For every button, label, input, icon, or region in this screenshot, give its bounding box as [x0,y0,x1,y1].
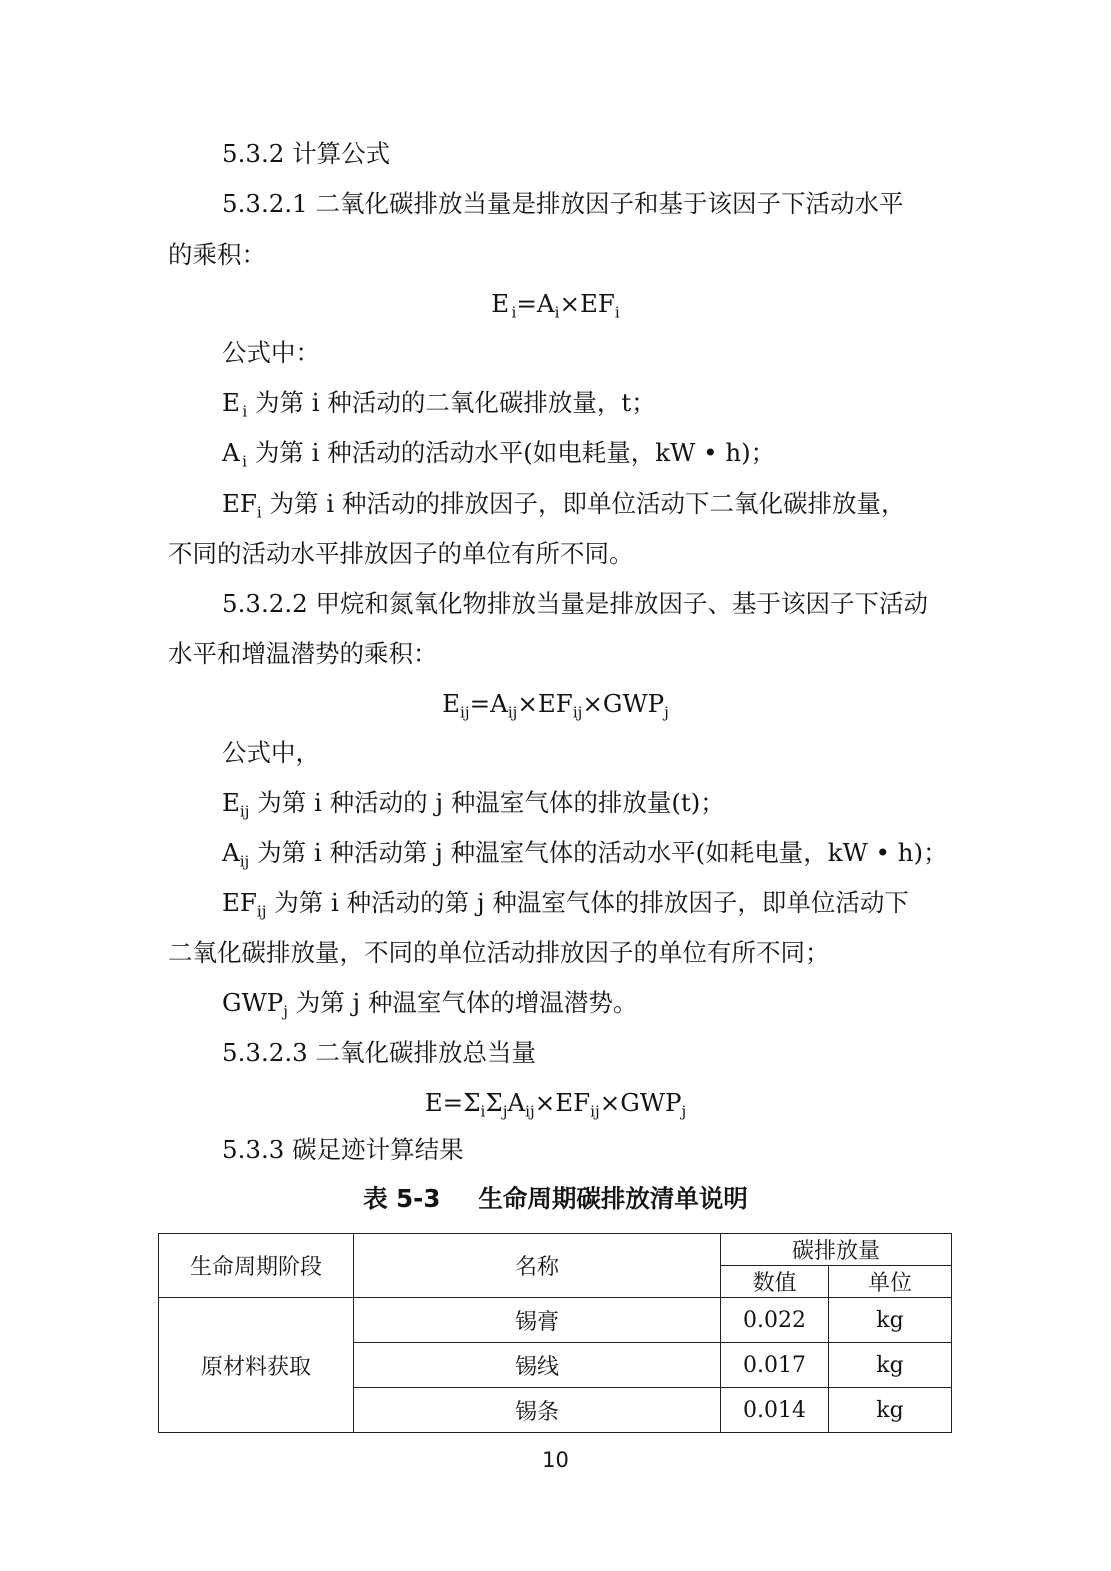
definition-e-i: E $_i$ 为第 i 种活动的二氧化碳排放量，t； [222,388,656,421]
name-cell: 锡线 [354,1343,721,1388]
formula-ghg-emission: $E_{ij}=A_{ij}\times EF_{ij}\times GWP_j$ [442,689,669,722]
definition-a-ij: $A_{ij}$ 为第 i 种活动第 j 种温室气体的活动水平(如耗电量，kW • h)； [222,838,948,871]
name-cell: 锡条 [354,1388,721,1433]
stage-cell: 原材料获取 [159,1298,354,1433]
formula-co2-emission: E $_i=A_i\times EF_i$ [491,289,620,322]
header-stage: 生命周期阶段 [159,1234,354,1298]
name-cell: 锡膏 [354,1298,721,1343]
paragraph-5-3-2-2-line1: 5.3.2.2 甲烷和氮氧化物排放当量是排放因子、基于该因子下活动 [222,589,928,618]
table-title: 生命周期碳排放清单说明 [478,1184,748,1213]
value-cell: 0.022 [721,1298,829,1343]
unit-cell: kg [829,1298,952,1343]
paragraph-5-3-2-1-line2: 的乘积： [168,240,266,269]
table-caption [0,1182,1111,1216]
formula-total-emission: $E=\Sigma_i\Sigma_jA_{ij}\times EF_{ij}\times GWP_j$ [424,1088,687,1121]
header-emission: 碳排放量 [721,1234,952,1266]
table-row [159,1298,952,1343]
value-cell: 0.014 [721,1388,829,1433]
section-heading-5-3-2: 5.3.2 计算公式 [222,139,391,168]
definition-ef-ij-line1: $EF_{ij}$ 为第 i 种活动的第 j 种温室气体的排放因子，即单位活动下 [222,888,909,921]
formula-where-label-2: 公式中， [222,738,320,767]
header-value: 数值 [721,1266,829,1298]
definition-ef-ij-line2: 二氧化碳排放量，不同的单位活动排放因子的单位有所不同； [168,938,830,967]
value-cell: 0.017 [721,1343,829,1388]
definition-ef-i-line1: $EF_i$ 为第 i 种活动的排放因子，即单位活动下二氧化碳排放量， [222,489,906,522]
paragraph-5-3-2-3: 5.3.2.3 二氧化碳排放总当量 [222,1038,537,1067]
unit-cell: kg [829,1343,952,1388]
definition-e-ij: $E_{ij}$ 为第 i 种活动的 j 种温室气体的排放量(t)； [222,788,725,821]
definition-gwp-j: $GWP_j$ 为第 j 种温室气体的增温潜势。 [222,988,638,1021]
unit-cell: kg [829,1388,952,1433]
header-unit: 单位 [829,1266,952,1298]
emission-inventory-table [158,1233,952,1433]
header-name: 名称 [354,1234,721,1298]
paragraph-5-3-2-1-line1: 5.3.2.1 二氧化碳排放当量是排放因子和基于该因子下活动水平 [222,189,904,218]
section-heading-5-3-3: 5.3.3 碳足迹计算结果 [222,1135,464,1164]
definition-a-i: A $_i$ 为第 i 种活动的活动水平(如电耗量，kW • h)； [222,438,776,471]
paragraph-5-3-2-2-line2: 水平和增温潜势的乘积： [168,639,438,668]
table-number: 表 5-3 [363,1184,441,1213]
formula-where-label: 公式中： [222,338,320,367]
definition-ef-i-line2: 不同的活动水平排放因子的单位有所不同。 [168,539,634,568]
page-number: 10 [542,1448,569,1472]
